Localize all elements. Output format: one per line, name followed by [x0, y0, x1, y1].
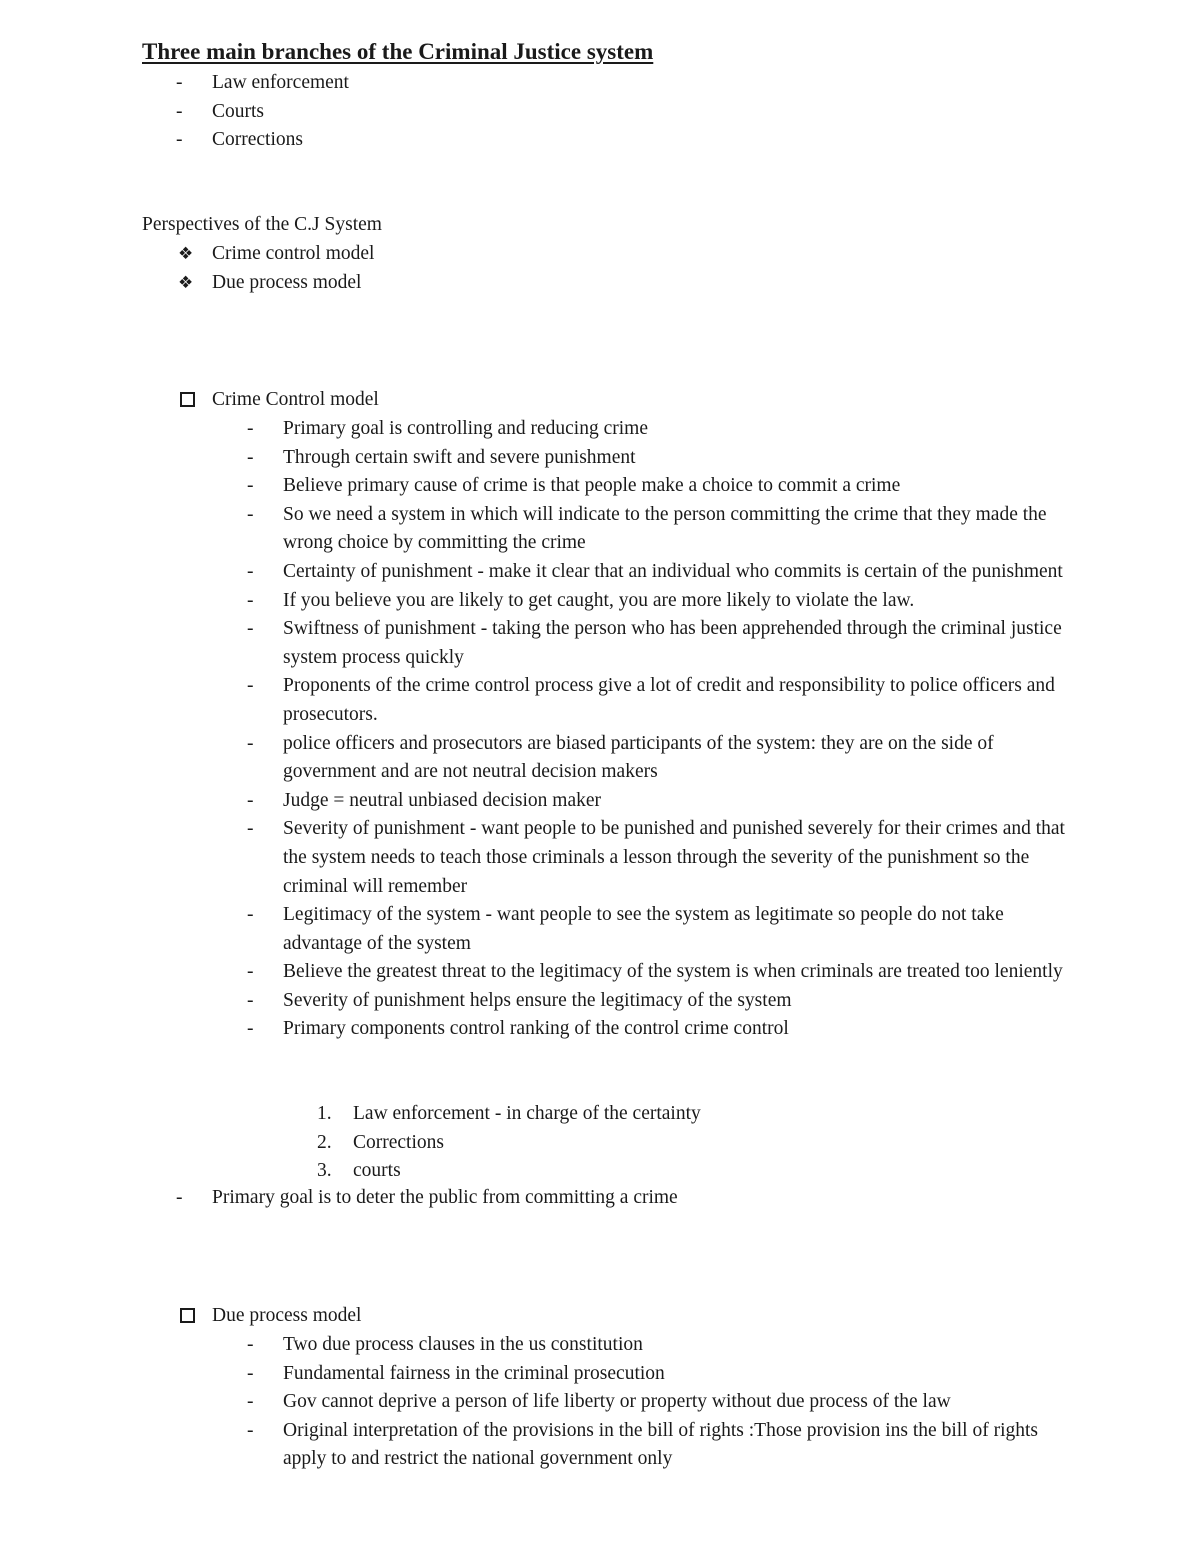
list-item-text: Law enforcement	[212, 72, 349, 93]
list-item-text: Crime control model	[212, 243, 375, 264]
list-item-text: Swiftness of punishment - taking the person who has been apprehended through the criminal justice system process quickly	[283, 618, 1062, 668]
due-process-heading	[212, 1302, 1072, 1331]
dash-marker: -	[247, 1419, 254, 1441]
section-heading: Crime Control model	[212, 389, 379, 410]
list-item	[247, 1015, 1073, 1044]
list-item	[247, 415, 1073, 444]
list-item	[247, 815, 1073, 901]
list-item	[178, 269, 1112, 298]
list-item-text: Two due process clauses in the us constitution	[283, 1334, 643, 1355]
dash-marker: -	[247, 904, 254, 926]
list-item	[247, 444, 1073, 473]
dash-marker: -	[247, 475, 254, 497]
list-item-text: Primary components control ranking of the control crime control	[283, 1018, 789, 1040]
perspectives-heading: Perspectives of the C.J System	[142, 214, 382, 235]
dash-marker: -	[247, 675, 254, 697]
dash-marker: -	[247, 446, 254, 468]
list-item-text: Believe the greatest threat to the legitimacy of the system is when criminals are treated too leniently	[283, 961, 1063, 983]
list-item-text: Corrections	[353, 1131, 444, 1153]
list-item	[247, 787, 1073, 816]
list-item	[176, 1184, 1112, 1213]
list-item-text: Law enforcement - in charge of the certainty	[353, 1103, 701, 1124]
list-item	[176, 98, 1112, 127]
list-item	[247, 901, 1073, 958]
list-item-text: Corrections	[212, 129, 303, 151]
dash-marker: -	[176, 1187, 183, 1208]
dash-marker: -	[247, 418, 254, 439]
list-item	[247, 730, 1073, 787]
list-item-text: Proponents of the crime control process give a lot of credit and responsibility to police officers and prosecutors.	[283, 675, 1055, 725]
list-item	[247, 558, 1073, 587]
list-item-text: Certainty of punishment - make it clear that an individual who commits is certain of the punishment	[283, 560, 1063, 582]
list-item	[247, 672, 1073, 729]
list-item-text: Original interpretation of the provisions in the bill of rights :Those provision ins the bill of rights apply to and restrict the national government only	[283, 1419, 1038, 1470]
list-item	[247, 1331, 1073, 1360]
crime-control-section	[212, 386, 1072, 415]
list-item-text: police officers and prosecutors are biased participants of the system: they are on the side of government and are not neutral decision makers	[283, 732, 994, 783]
due-process-points	[247, 1331, 1073, 1474]
dash-marker: -	[247, 1018, 254, 1040]
numbered-item	[317, 1100, 1053, 1129]
list-item-text: Primary goal is to deter the public from committing a crime	[212, 1187, 678, 1208]
crime-control-heading	[212, 386, 1072, 415]
dash-marker: -	[247, 560, 254, 582]
dash-marker: -	[247, 1391, 254, 1413]
number-marker: 2.	[317, 1131, 332, 1153]
list-item	[247, 501, 1073, 558]
dash-marker: -	[247, 618, 254, 640]
list-item	[178, 240, 1112, 269]
crime-control-points	[247, 415, 1073, 1044]
dash-marker: -	[176, 100, 183, 122]
dash-marker: -	[247, 589, 254, 611]
list-item-text: If you believe you are likely to get caught, you are more likely to violate the law.	[283, 589, 915, 611]
perspectives-list	[178, 240, 1112, 297]
list-item-text: Severity of punishment - want people to be punished and punished severely for their crimes and that the system needs to teach those criminals a lesson through the severity of the punishment so the criminal will remember	[283, 818, 1065, 897]
due-process-section	[212, 1302, 1072, 1331]
numbered-item	[317, 1129, 1053, 1158]
list-item-text: Due process model	[212, 271, 362, 293]
dash-marker: -	[176, 72, 183, 93]
list-item	[247, 472, 1073, 501]
checkbox-icon	[180, 1308, 195, 1323]
list-item	[247, 587, 1073, 616]
list-item	[247, 1417, 1073, 1474]
list-item-text: Believe primary cause of crime is that people make a choice to commit a crime	[283, 475, 901, 497]
dash-marker: -	[247, 1334, 254, 1355]
list-item	[176, 69, 1112, 98]
list-item-text: Judge = neutral unbiased decision maker	[283, 789, 602, 811]
list-item	[247, 987, 1073, 1016]
list-item	[247, 958, 1073, 987]
dash-marker: -	[247, 989, 254, 1011]
dash-marker: -	[247, 503, 254, 525]
number-marker: 1.	[317, 1103, 332, 1124]
section-heading: Due process model	[212, 1305, 362, 1326]
ranking-list	[317, 1100, 1053, 1186]
list-item-text: Fundamental fairness in the criminal prosecution	[283, 1362, 665, 1384]
list-item	[247, 615, 1073, 672]
number-marker: 3.	[317, 1160, 332, 1182]
list-item	[247, 1360, 1073, 1389]
list-item	[247, 1388, 1073, 1417]
list-item	[176, 126, 1112, 155]
dash-marker: -	[247, 818, 254, 840]
list-item-text: Gov cannot deprive a person of life liberty or property without due process of the law	[283, 1391, 951, 1413]
list-item-text: Courts	[212, 100, 265, 122]
list-item-text: courts	[353, 1160, 401, 1182]
diamond-bullet-icon: ❖	[178, 244, 194, 264]
list-item-text: Severity of punishment helps ensure the legitimacy of the system	[283, 989, 792, 1011]
branches-list	[176, 69, 1112, 155]
numbered-item	[317, 1157, 1053, 1186]
list-item-text: So we need a system in which will indicate to the person committing the crime that they made the wrong choice by committing the crime	[283, 503, 1047, 554]
dash-marker: -	[247, 1362, 254, 1384]
list-item-text: Primary goal is controlling and reducing crime	[283, 418, 648, 439]
dash-marker: -	[247, 732, 254, 754]
list-item-text: Through certain swift and severe punishment	[283, 446, 636, 468]
checkbox-icon	[180, 392, 195, 407]
dash-marker: -	[247, 961, 254, 983]
goal-list	[176, 1184, 1112, 1213]
page-title: Three main branches of the Criminal Justice system	[142, 39, 654, 64]
dash-marker: -	[176, 129, 183, 151]
list-item-text: Legitimacy of the system - want people to see the system as legitimate so people do not take advantage of the system	[283, 904, 1004, 954]
dash-marker: -	[247, 789, 254, 811]
diamond-bullet-icon: ❖	[178, 272, 194, 293]
